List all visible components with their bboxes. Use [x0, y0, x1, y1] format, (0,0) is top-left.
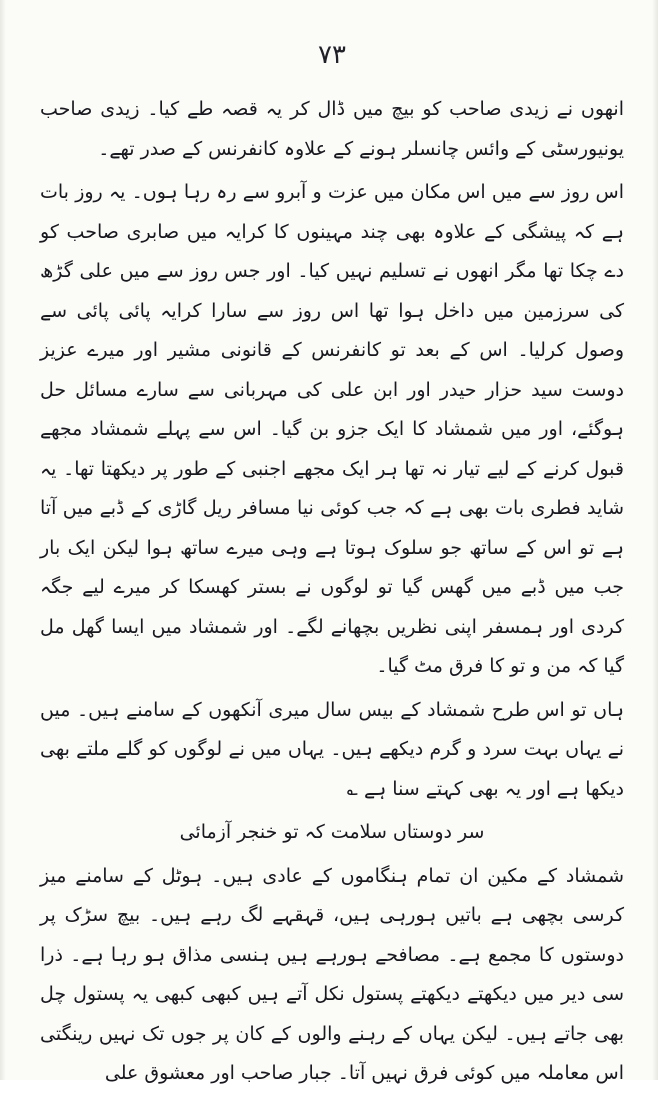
- paragraph-4: شمشاد کے مکین ان تمام ہنگاموں کے عادی ہیں۔ ہوٹل کے سامنے میز کرسی بچھی ہے باتیں ہورہی ہیں، قہقہے لگ رہے ہیں۔ بیچ سڑک پر دوستوں کا مجمع ہے۔ مصافحے ہورہے ہیں ہنسی مذاق ہو رہا ہے۔ ذرا سی دیر میں دیکھتے دیکھتے پستول نکل آتے ہیں کبھی کبھی یہ پستول چل بھی جاتے ہیں۔ لیکن یہاں کے رہنے والوں کے کان پر جوں تک نہیں رینگتی اس معاملہ میں کوئی فرق نہیں آتا۔ جبار صاحب اور معشوق علی: [40, 864, 624, 1084]
- page-edge-left: [0, 0, 6, 1080]
- paragraph-1: انھوں نے زیدی صاحب کو بیچ میں ڈال کر یہ قصہ طے کیا۔ زیدی صاحب یونیورسٹی کے وائس چانسلر ہونے کے علاوہ کانفرنس کے صدر تھے۔: [40, 98, 624, 160]
- paragraph-2: اس روز سے میں اس مکان میں عزت و آبرو سے رہ رہا ہوں۔ یہ روز بات ہے کہ پیشگی کے علاوہ بھی چند مہینوں کا کرایہ میں صابری صاحب کو دے چکا تھا مگر انھوں نے تسلیم نہیں کیا۔ اور جس روز سے میں علی گڑھ کی سرزمین میں داخل ہوا تھا اس روز سے سارا کرایہ پائی پائی سے وصول کرلیا۔ اس کے بعد تو کانفرنس کے قانونی مشیر اور میرے عزیز دوست سید حزار حیدر اور ابن علی کی مہربانی سے سارے مسائل حل ہوگئے، اور میں شمشاد کا ایک جزو بن گیا۔ اس سے پہلے شمشاد مجھے قبول کرنے کے لیے تیار نہ تھا ہر ایک مجھے اجنبی کے طور پر دیکھتا تھا۔ یہ شاید فطری بات بھی ہے کہ جب کوئی نیا مسافر ریل گاڑی کے ڈبے میں آتا ہے تو اس کے ساتھ جو سلوک ہوتا ہے وہی میرے ساتھ ہوا لیکن ایک بار جب میں ڈبے میں گھس گیا تو لوگوں نے بستر کھسکا کر میرے لیے جگہ کردی اور ہمسفر اپنی نظریں بچھانے لگے۔ اور شمشاد میں ایسا گھل مل گیا کہ من و تو کا فرق مٹ گیا۔: [40, 181, 624, 677]
- page-edge-right: [652, 0, 658, 1080]
- paragraph-3: ہاں تو اس طرح شمشاد کے بیس سال میری آنکھوں کے سامنے ہیں۔ میں نے یہاں بہت سرد و گرم دیکھے ہیں۔ یہاں میں نے لوگوں کو گلے ملتے بھی دیکھا ہے اور یہ بھی کہتے سنا ہے ؎: [40, 698, 624, 800]
- verse-line: سر دوستاں سلامت کہ تو خنجر آزمائی: [179, 821, 485, 843]
- page-number: ٧٣: [318, 40, 346, 70]
- body-text: [40, 90, 624, 1094]
